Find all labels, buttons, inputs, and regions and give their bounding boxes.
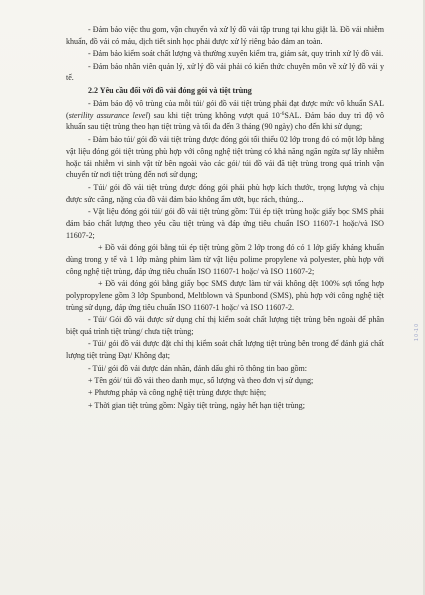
paragraph-sterility — [66, 98, 384, 134]
section-heading: 2.2 Yêu cầu đối với đồ vải đóng gói và tiệt trùng — [88, 85, 252, 95]
document-body — [66, 24, 384, 412]
paragraph-labeling: - Túi/ gói đồ vải được dán nhãn, đánh dấu ghi rõ thông tin bao gồm: — [88, 363, 307, 373]
margin-mark: 1 0 -1 0 — [414, 324, 420, 341]
paragraph-staff: - Đảm bảo nhân viên quản lý, xử lý đồ vải phải có kiến thức chuyên môn về xử lý đồ vải y tế. — [66, 61, 384, 83]
list-item-dates: + Thời gian tiệt trùng gồm: Ngày tiệt trùng, ngày hết hạn tiệt trùng; — [88, 400, 305, 410]
paragraph-quality-control: - Đảm bảo kiểm soát chất lượng và thường xuyên kiểm tra, giám sát, quy trình xử lý đồ vải. — [88, 49, 384, 59]
paragraph-internal-indicator: - Túi/ gói đồ vải được đặt chỉ thị kiểm soát chất lượng tiệt trùng bên trong để đánh giá chất lượng tiệt trùng Đạt/ Không đạt; — [66, 339, 384, 361]
sterility-exponent: -6 — [279, 110, 285, 117]
paragraph-external-indicator: - Túi/ Gói đồ vải được sử dụng chỉ thị kiểm soát chất lượng tiệt trùng bên ngoài để phân biệt quá trình tiệt trùng/ chưa tiệt trùng; — [66, 315, 384, 337]
list-item-method: + Phương pháp và công nghệ tiệt trùng được thực hiện; — [88, 388, 267, 398]
paragraph-pouch: + Đồ vải đóng gói bằng túi ép tiệt trùng gồm 2 lớp trong đó có 1 lớp giấy kháng khuẩn dùng trong y tế và 1 lớp màng phim làm từ vật liệu polime propylene và polyester, phù hợp với công nghệ tiệt trùng, đáp ứng tiêu chuẩn ISO 11607-1 hoặc/ và ISO 11607-2; — [66, 243, 384, 276]
paragraph-collection: - Đảm bảo việc thu gom, vận chuyển và xử lý đồ vải tập trung tại khu giặt là. Đồ vải nhiễm khuẩn, đồ vải có máu, dịch tiết sinh học phải được xử lý riêng bảo đảm an toàn. — [66, 25, 384, 46]
sterility-text-b: ) sau khi tiệt trùng không vượt quá 10 — [147, 110, 280, 120]
paragraph-sms-wrap: + Đồ vải đóng gói bằng giấy bọc SMS được làm từ vải không dệt 100% sợi tổng hợp polypropylene gồm 3 lớp Spunbond, Meltblown và Spunbond (SMS), phù hợp với công nghệ tiệt trùng sử dụng, đáp ứng tiêu chuẩn ISO 11607-1 hoặc/ và ISO 11607-2. — [66, 279, 384, 312]
paragraph-package-size: - Túi/ gói đồ vải tiệt trùng được đóng gói phải phù hợp kích thước, trọng lượng và chịu được sức căng, nặng của đồ vải đảm bảo không ẩm ướt, bục rách, thủng... — [66, 182, 384, 204]
sterility-italic: sterility assurance level — [68, 110, 148, 120]
sterility-text-a: - Đảm bảo độ vô trùng của mỗi túi/ gói đồ vải tiệt trùng phải đạt được mức vô khuẩn SAL ( — [66, 98, 384, 120]
list-item-package-name: + Tên gói/ túi đồ vải theo danh mục, số lượng và theo đơn vị sử dụng; — [88, 375, 314, 385]
paragraph-materials: - Vật liệu đóng gói túi/ gói đồ vải tiệt trùng gồm: Túi ép tiệt trùng hoặc giấy bọc SMS phải đảm bảo chất lượng theo yêu cầu tiệt trùng và đáp ứng tiêu chuẩn ISO 11607-1 hoặc/và ISO 11607-2; — [66, 206, 384, 240]
paragraph-packaging-layers: - Đảm bảo túi/ gói đồ vải tiệt trùng được đóng gói tối thiểu 02 lớp trong đó có một lớp bằng vật liệu đóng gói tiệt trùng phù hợp với công nghệ tiệt trùng có khả năng ngăn ngừa sự lây nhiễm hoặc tái nhiễm vi sinh vật từ bên ngoài vào các gói/ túi đồ vải đã tiệt trùng trong quá trình vận chuyển từ nơi tiệt trùng đến nơi sử dụng; — [66, 134, 384, 180]
sterility-text-c: SAL. Đảm bảo duy trì độ vô khuẩn sau tiệt trùng theo hạn tiệt trùng và tối đa đến 3 tháng (90 ngày) cho đến khi sử dụng; — [66, 110, 384, 132]
